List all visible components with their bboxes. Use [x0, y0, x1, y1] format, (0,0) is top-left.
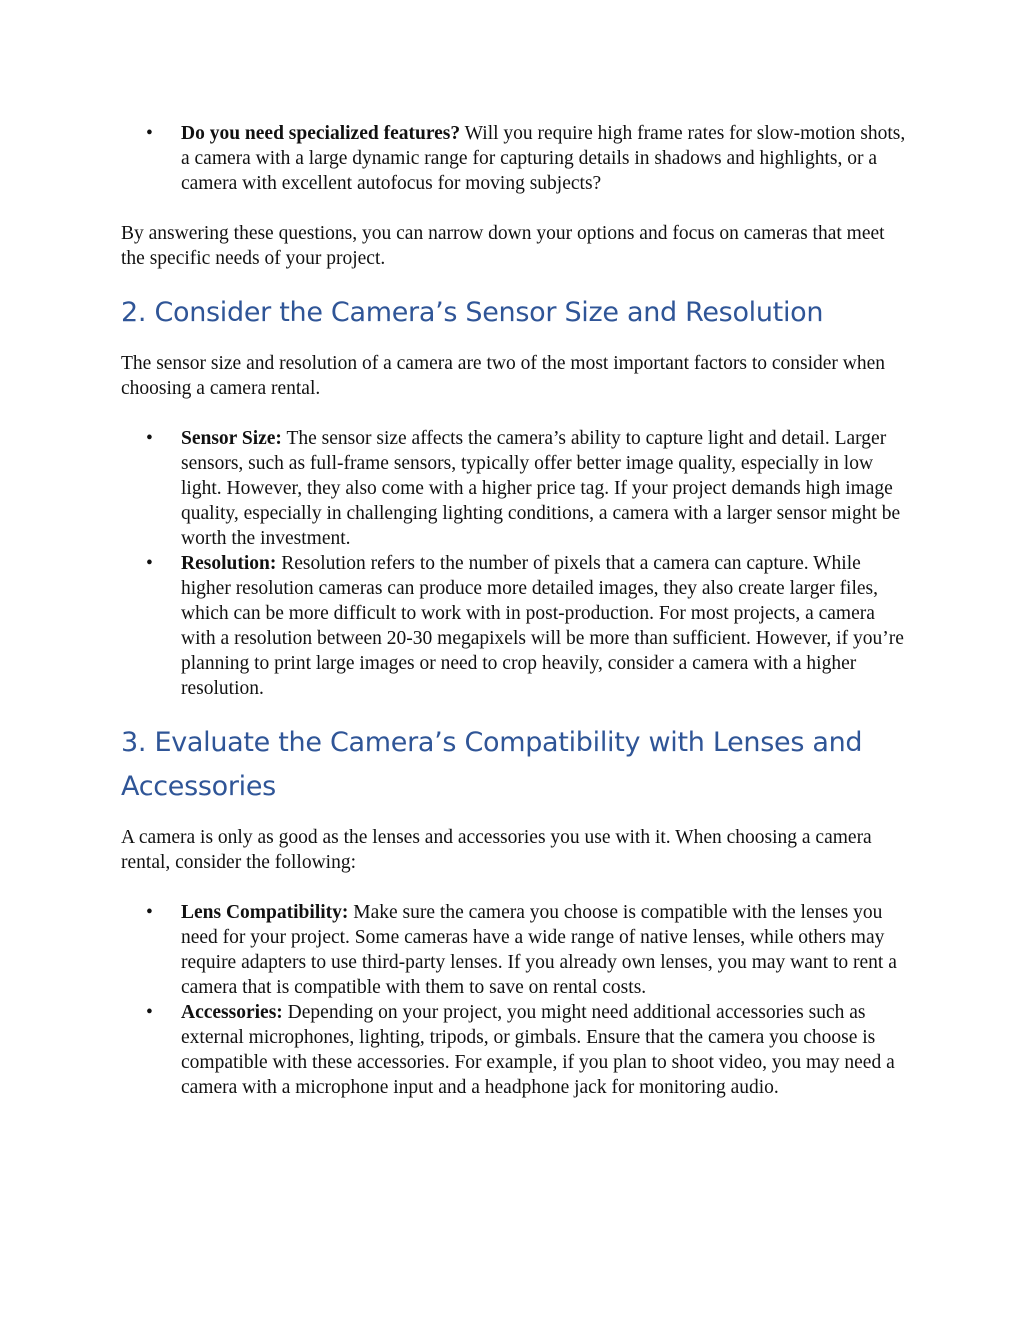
- bullet-icon: •: [146, 553, 153, 574]
- bullet-icon: •: [146, 123, 153, 144]
- list-item: [146, 121, 911, 196]
- list-item-bold-lead: Do you need specialized features?: [181, 123, 461, 144]
- list-item-text: Make sure the camera you choose is compatible with the lenses you need for your project. Some cameras have a wide range of native lenses, while others may require adapters to use third-party lenses. If you already own lenses, you may want to rent a camera that is compatible with them to save on rental costs.: [181, 902, 897, 998]
- list-item: [146, 551, 911, 701]
- list-item-bold-lead: Sensor Size:: [181, 428, 282, 449]
- bullet-list-features: [121, 121, 911, 196]
- bullet-icon: •: [146, 428, 153, 449]
- bullet-list-sensor: [121, 426, 911, 701]
- paragraph-sensor-intro: The sensor size and resolution of a camera are two of the most important factors to consider when choosing a camera rental.: [121, 353, 886, 399]
- bullet-icon: •: [146, 902, 153, 923]
- paragraph-answers: By answering these questions, you can narrow down your options and focus on cameras that meet the specific needs of your project.: [121, 223, 885, 269]
- list-item: [146, 426, 911, 551]
- list-item-text: Will you require high frame rates for slow-motion shots, a camera with a large dynamic range for capturing details in shadows and highlights, or a camera with excellent autofocus for moving subjects?: [181, 123, 906, 194]
- bullet-list-compatibility: [121, 900, 911, 1100]
- bullet-icon: •: [146, 1002, 153, 1023]
- list-item-bold-lead: Lens Compatibility:: [181, 902, 349, 923]
- list-item-text: The sensor size affects the camera’s ability to capture light and detail. Larger sensors, such as full-frame sensors, typically offer better image quality, especially in low light. However, they also come with a higher price tag. If your project demands high image quality, especially in challenging lighting conditions, a camera with a larger sensor might be worth the investment.: [181, 428, 901, 549]
- list-item-text: Depending on your project, you might need additional accessories such as external microphones, lighting, tripods, or gimbals. Ensure that the camera you choose is compatible with these accessories. For example, if you plan to shoot video, you may need a camera with a microphone input and a headphone jack for monitoring audio.: [181, 1002, 895, 1098]
- section-heading-sensor: 2. Consider the Camera’s Sensor Size and Resolution: [121, 297, 824, 328]
- list-item-bold-lead: Accessories:: [181, 1002, 283, 1023]
- document-page: [121, 121, 911, 1100]
- list-item-text: Resolution refers to the number of pixels that a camera can capture. While higher resolution cameras can produce more detailed images, they also create larger files, which can be more difficult to work with in post-production. For most projects, a camera with a resolution between 20-30 megapixels will be more than sufficient. However, if you’re planning to print large images or need to crop heavily, consider a camera with a higher resolution.: [181, 553, 904, 699]
- paragraph-compatibility-intro: A camera is only as good as the lenses and accessories you use with it. When choosing a camera rental, consider the following:: [121, 827, 872, 873]
- list-item: [146, 1000, 911, 1100]
- list-item-bold-lead: Resolution:: [181, 553, 277, 574]
- section-heading-compatibility: 3. Evaluate the Camera’s Compatibility with Lenses and Accessories: [121, 727, 863, 802]
- list-item: [146, 900, 911, 1000]
